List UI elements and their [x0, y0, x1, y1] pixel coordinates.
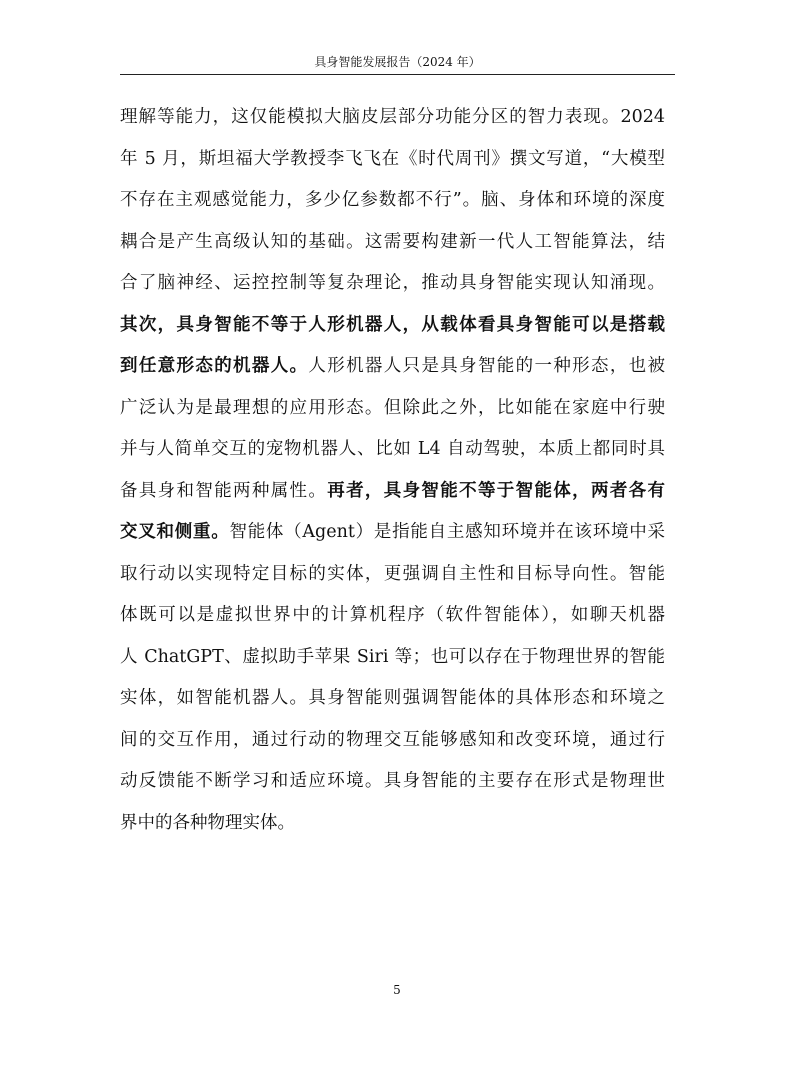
header-title: 具身智能发展报告（2024 年） [314, 55, 481, 69]
text-line [120, 761, 665, 803]
text-segment: 智能体（Agent）是指能自主感知环境并在该环境中采 [229, 522, 665, 542]
text-segment: 理解等能力，这仅能模拟大脑皮层部分功能分区的智力表现。2024 [120, 107, 665, 127]
text-segment: 体既可以是虚拟世界中的计算机程序（软件智能体），如聊天机器 [120, 605, 665, 625]
text-segment: 间的交互作用，通过行动的物理交互能够感知和改变环境，通过行 [120, 729, 665, 750]
text-line [120, 803, 665, 845]
bold-text-segment: 交叉和侧重。 [120, 522, 230, 542]
bold-text-segment: 再者，具身智能不等于智能体，两者各有 [327, 480, 665, 501]
text-line [120, 720, 665, 762]
text-segment: 并与人简单交互的宠物机器人、比如 L4 自动驾驶，本质上都同时具 [120, 439, 665, 459]
text-line [120, 263, 665, 305]
text-line [120, 222, 665, 264]
text-line [120, 678, 665, 720]
text-line [120, 139, 665, 181]
text-segment: 人 ChatGPT、虚拟助手苹果 Siri 等；也可以存在于物理世界的智能 [120, 646, 665, 667]
text-segment: 年 5 月，斯坦福大学教授李飞飞在《时代周刊》撰文写道，“大模型 [120, 148, 665, 169]
text-line [120, 346, 665, 388]
page-header [120, 52, 675, 75]
text-line [120, 471, 665, 513]
text-segment: 实体，如智能机器人。具身智能则强调智能体的具体形态和环境之 [120, 688, 665, 708]
text-line [120, 97, 665, 139]
text-segment: 广泛认为是最理想的应用形态。但除此之外，比如能在家庭中行驶 [120, 397, 665, 418]
text-line [120, 388, 665, 430]
text-line [120, 512, 665, 554]
text-line [120, 595, 665, 637]
text-segment: 人形机器人只是具身智能的一种形态，也被 [308, 356, 665, 376]
text-segment: 备具身和智能两种属性。 [120, 480, 328, 501]
text-segment: 合了脑神经、运控控制等复杂理论，推动具身智能实现认知涌现。 [120, 273, 665, 293]
bold-text-segment: 其次，具身智能不等于人形机器人，从载体看具身智能可以是搭载 [120, 314, 665, 335]
text-line [120, 554, 665, 596]
text-segment: 取行动以实现特定目标的实体，更强调自主性和目标导向性。智能 [120, 563, 665, 584]
text-line [120, 429, 665, 471]
bold-text-segment: 到任意形态的机器人。 [120, 356, 309, 376]
body-text [120, 97, 665, 844]
text-segment: 动反馈能不断学习和适应环境。具身智能的主要存在形式是物理世 [120, 771, 665, 791]
text-line [120, 180, 665, 222]
text-line [120, 305, 665, 347]
text-segment: 耦合是产生高级认知的基础。这需要构建新一代人工智能算法，结 [120, 231, 665, 252]
page-number: 5 [393, 983, 401, 997]
text-segment: 不存在主观感觉能力，多少亿参数都不行”。脑、身体和环境的深度 [120, 190, 665, 210]
text-segment: 界中的各种物理实体。 [120, 812, 295, 833]
text-line [120, 637, 665, 679]
